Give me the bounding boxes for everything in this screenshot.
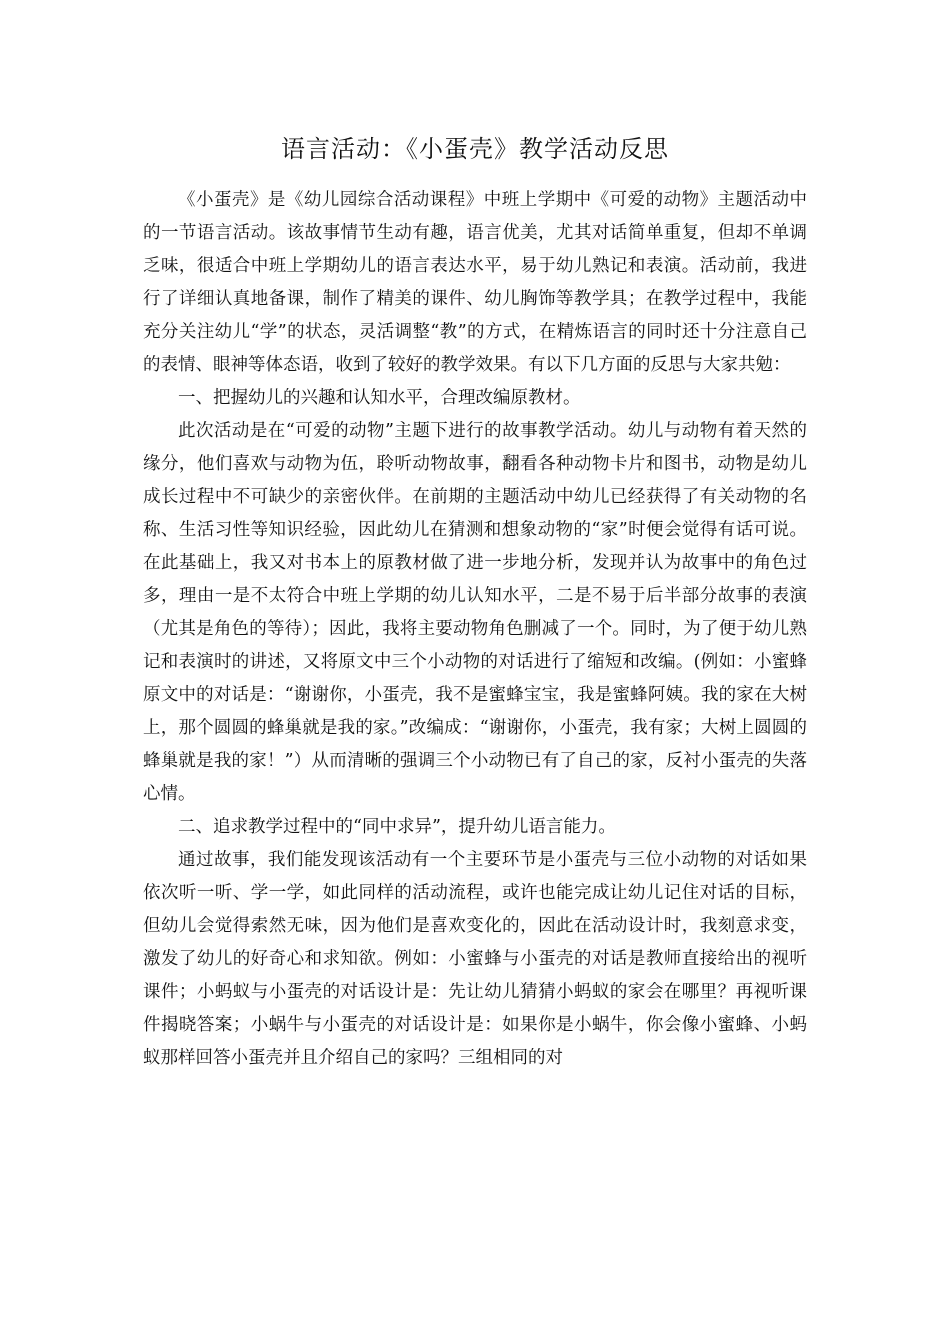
document-title: 语言活动：《小蛋壳》教学活动反思 — [281, 135, 669, 163]
paragraph-heading-two: 二、追求教学过程中的“同中求异”，提升幼儿语言能力。 — [178, 817, 616, 837]
paragraph-intro: 《小蛋壳》是《幼儿园综合活动课程》中班上学期中《可爱的动物》主题活动中的一节语言活动。该故事情节生动有趣，语言优美，尤其对话简单重复，但却不单调乏味，很适合中班上学期幼儿的语言表达水平，易于幼儿熟记和表演。活动前，我进行了详细认真地备课，制作了精美的课件、幼儿胸饰等教学具；在教学过程中，我能充分关注幼儿“学”的状态，灵活调整“教”的方式，在精炼语言的同时还十分注意自己的表情、眼神等体态语，收到了较好的教学效果。有以下几方面的反思与大家共勉： — [143, 190, 807, 375]
paragraph-section-two: 通过故事，我们能发现该活动有一个主要环节是小蛋壳与三位小动物的对话如果依次听一听、学一学，如此同样的活动流程，或许也能完成让幼儿记住对话的目标，但幼儿会觉得索然无味，因为他们是喜欢变化的，因此在活动设计时，我刻意求变，激发了幼儿的好奇心和求知欲。例如：小蜜蜂与小蛋壳的对话是教师直接给出的视听课件；小蚂蚁与小蛋壳的对话设计是：先让幼儿猜猜小蚂蚁的家会在哪里？再视听课件揭晓答案；小蜗牛与小蛋壳的对话设计是：如果你是小蜗牛，你会像小蜜蜂、小蚂蚁那样回答小蛋壳并且介绍自己的家吗？三组相同的对 — [143, 850, 807, 1068]
paragraph-section-one: 此次活动是在“可爱的动物”主题下进行的故事教学活动。幼儿与动物有着天然的缘分，他们喜欢与动物为伍，聆听动物故事，翻看各种动物卡片和图书，动物是幼儿成长过程中不可缺少的亲密伙伴。在前期的主题活动中幼儿已经获得了有关动物的名称、生活习性等知识经验，因此幼儿在猜测和想象动物的“家”时便会觉得有话可说。在此基础上，我又对书本上的原教材做了进一步地分析，发现并认为故事中的角色过多，理由一是不太符合中班上学期的幼儿认知水平，二是不易于后半部分故事的表演（尤其是角色的等待）；因此，我将主要动物角色删减了一个。同时，为了便于幼儿熟记和表演时的讲述，又将原文中三个小动物的对话进行了缩短和改编。(例如：小蜜蜂原文中的对话是：“谢谢你，小蛋壳，我不是蜜蜂宝宝，我是蜜蜂阿姨。我的家在大树上，那个圆圆的蜂巢就是我的家。”改编成：“谢谢你，小蛋壳，我有家；大树上圆圆的蜂巢就是我的家！”）从而清晰的强调三个小动物已有了自己的家，反衬小蛋壳的失落心情。 — [143, 421, 807, 804]
document-body — [143, 184, 807, 1075]
paragraph-heading-one: 一、把握幼儿的兴趣和认知水平，合理改编原教材。 — [178, 388, 581, 408]
